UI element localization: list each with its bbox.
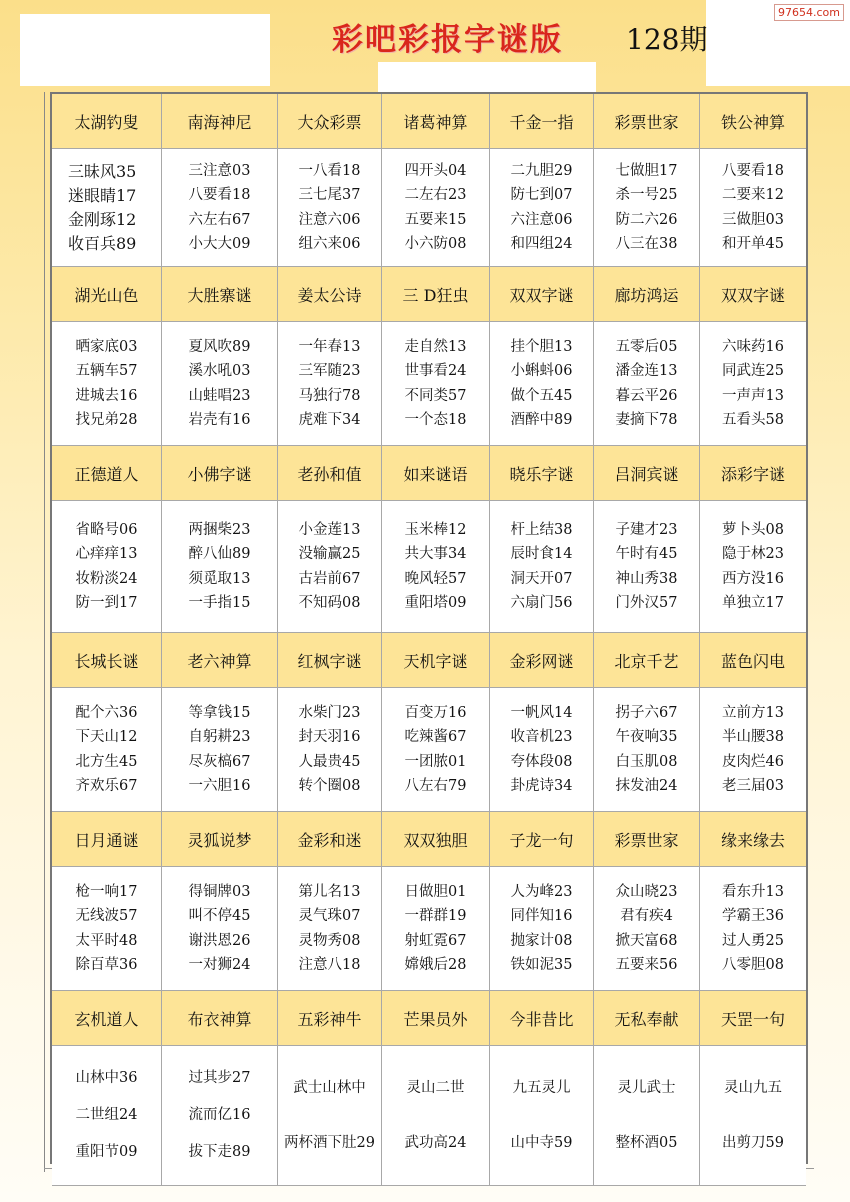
column-header: 双双独胆 [382, 812, 490, 867]
riddle-line: 子建才23 [615, 521, 678, 538]
riddle-line: 灵物秀08 [298, 932, 361, 949]
riddle-cell [278, 688, 382, 812]
riddle-line: 山林中36 [75, 1070, 138, 1087]
riddle-line: 二要来12 [722, 187, 784, 203]
riddle-line: 七做胆17 [615, 162, 678, 179]
riddle-table [50, 92, 808, 1164]
header-row [52, 446, 806, 501]
column-header: 三 D狂虫 [382, 267, 490, 322]
riddle-line: 人最贵45 [298, 753, 361, 770]
riddle-line: 灵儿武士 [617, 1079, 676, 1096]
column-header: 诸葛神算 [382, 94, 490, 149]
riddle-cell [490, 867, 594, 991]
column-header: 今非昔比 [490, 991, 594, 1046]
riddle-line: 小大大09 [188, 236, 251, 252]
riddle-line: 射虹霓67 [404, 932, 467, 949]
column-header: 如来谜语 [382, 446, 490, 501]
riddle-line: 百变万16 [404, 704, 467, 721]
riddle-cell [52, 867, 162, 991]
riddle-cell [490, 688, 594, 812]
riddle-line: 防一到17 [75, 595, 138, 611]
riddle-line: 同伴知16 [510, 908, 573, 924]
blank-area-middle [378, 62, 596, 92]
column-header: 日月通谜 [52, 812, 162, 867]
riddle-line: 西方没16 [722, 570, 784, 587]
riddle-line: 做个五45 [510, 387, 573, 404]
riddle-cell [490, 322, 594, 446]
riddle-cell [490, 1046, 594, 1186]
riddle-line: 一个态18 [404, 412, 467, 428]
riddle-line: 防二六26 [615, 211, 678, 228]
riddle-line: 立前方13 [722, 704, 784, 721]
riddle-line: 看东升13 [722, 883, 784, 900]
riddle-line: 二九胆29 [510, 162, 573, 179]
column-header: 天罡一句 [700, 991, 806, 1046]
riddle-line: 潘金连13 [615, 363, 678, 379]
riddle-line: 虎难下34 [298, 412, 361, 428]
riddle-line: 抛家计08 [510, 932, 573, 949]
column-header: 老六神算 [162, 633, 278, 688]
riddle-line: 六左右67 [188, 211, 251, 228]
riddle-line: 学霸王36 [722, 908, 784, 924]
header-row [52, 812, 806, 867]
riddle-line: 三昧风35 [68, 161, 137, 181]
column-header: 金彩和迷 [278, 812, 382, 867]
page-border-left [44, 92, 45, 1172]
riddle-line: 进城去16 [75, 387, 138, 404]
column-header: 长城长谜 [52, 633, 162, 688]
riddle-line: 注意六06 [298, 211, 361, 228]
column-header: 玄机道人 [52, 991, 162, 1046]
column-header: 无私奉献 [594, 991, 700, 1046]
riddle-cell [278, 322, 382, 446]
riddle-line: 和开单45 [722, 236, 784, 252]
column-header: 五彩神牛 [278, 991, 382, 1046]
riddle-cell [382, 1046, 490, 1186]
riddle-cell [278, 867, 382, 991]
riddle-line: 单独立17 [722, 595, 784, 611]
column-header: 添彩字谜 [700, 446, 806, 501]
riddle-line: 夸体段08 [510, 753, 573, 770]
riddle-line: 三注意03 [188, 162, 251, 179]
riddle-line: 八三在38 [615, 236, 678, 252]
riddle-cell [278, 149, 382, 267]
riddle-line: 三做胆03 [722, 211, 784, 228]
riddle-cell [594, 867, 700, 991]
riddle-line: 六味药16 [722, 338, 784, 355]
riddle-line: 世事看24 [404, 363, 467, 379]
riddle-line: 岩壳有16 [188, 412, 251, 428]
riddle-line: 挂个胆13 [510, 338, 573, 355]
riddle-line: 五看头58 [722, 412, 784, 428]
header-row [52, 991, 806, 1046]
riddle-line: 一帆风14 [510, 704, 573, 721]
riddle-line: 溪水吼03 [188, 363, 251, 379]
riddle-line: 九五灵儿 [512, 1079, 571, 1096]
column-header: 大胜寨谜 [162, 267, 278, 322]
column-header: 大众彩票 [278, 94, 382, 149]
column-header: 天机字谜 [382, 633, 490, 688]
riddle-line: 妆粉淡24 [75, 570, 138, 587]
column-header: 彩票世家 [594, 812, 700, 867]
column-header: 姜太公诗 [278, 267, 382, 322]
riddle-line: 三军随23 [298, 363, 361, 379]
riddle-line: 北方生45 [75, 753, 138, 770]
riddle-cell [700, 688, 806, 812]
riddle-line: 注意八18 [298, 957, 361, 973]
riddle-line: 水柴门23 [298, 704, 361, 721]
riddle-cell [490, 501, 594, 633]
riddle-line: 山中寺59 [510, 1135, 573, 1151]
site-watermark: 97654.com [774, 4, 844, 21]
riddle-line: 灵山九五 [724, 1079, 782, 1096]
riddle-line: 铁如泥35 [510, 957, 573, 973]
riddle-line: 一六胆16 [188, 778, 251, 794]
riddle-line: 金刚琢12 [68, 209, 137, 229]
riddle-cell [382, 501, 490, 633]
riddle-line: 人为峰23 [510, 883, 573, 900]
blank-area-left [20, 14, 270, 86]
riddle-line: 枪一响17 [75, 883, 138, 900]
riddle-line: 等拿钱15 [188, 704, 251, 721]
riddle-line: 灵山二世 [406, 1079, 465, 1096]
riddle-line: 四开头04 [404, 162, 467, 179]
column-header: 芒果员外 [382, 991, 490, 1046]
riddle-line: 五辆车57 [75, 363, 138, 379]
riddle-cell [490, 149, 594, 267]
column-header: 正德道人 [52, 446, 162, 501]
riddle-line: 灵气珠07 [298, 908, 361, 924]
riddle-cell [278, 501, 382, 633]
riddle-cell [382, 867, 490, 991]
riddle-line: 辰时食14 [510, 546, 573, 562]
riddle-line: 下天山12 [75, 729, 138, 745]
riddle-cell [382, 688, 490, 812]
riddle-line: 萝卜头08 [722, 521, 784, 538]
riddle-line: 拔下走89 [188, 1144, 251, 1161]
riddle-line: 第儿名13 [298, 883, 361, 900]
riddle-cell [162, 322, 278, 446]
column-header: 红枫字谜 [278, 633, 382, 688]
riddle-line: 古岩前67 [298, 570, 361, 587]
riddle-line: 没输赢25 [298, 546, 361, 562]
riddle-cell [162, 867, 278, 991]
column-header: 子龙一句 [490, 812, 594, 867]
page-title: 彩吧彩报字谜版 [332, 22, 563, 58]
riddle-line: 五零后05 [615, 338, 678, 355]
riddle-line: 妻摘下78 [615, 412, 678, 428]
riddle-row [52, 322, 806, 446]
riddle-line: 重阳塔09 [404, 595, 467, 611]
riddle-line: 两杯酒下肚29 [284, 1135, 375, 1151]
riddle-line: 须觅取13 [188, 570, 251, 587]
riddle-line: 小金莲13 [298, 521, 361, 538]
column-header: 北京千艺 [594, 633, 700, 688]
riddle-cell [52, 501, 162, 633]
column-header: 南海神尼 [162, 94, 278, 149]
riddle-line: 众山晓23 [615, 883, 678, 900]
column-header: 小佛字谜 [162, 446, 278, 501]
riddle-line: 走自然13 [404, 338, 467, 355]
riddle-cell [594, 322, 700, 446]
riddle-line: 收音机23 [510, 729, 573, 745]
riddle-line: 两捆柴23 [188, 521, 251, 538]
riddle-line: 一年春13 [298, 338, 361, 355]
riddle-line: 暮云平26 [615, 387, 678, 404]
riddle-line: 玉米棒12 [404, 521, 467, 538]
column-header: 双双字谜 [700, 267, 806, 322]
riddle-line: 不同类57 [404, 387, 467, 404]
riddle-row [52, 1046, 806, 1186]
riddle-line: 嫦娥后28 [404, 957, 467, 973]
riddle-line: 共大事34 [404, 546, 467, 562]
riddle-line: 配个六36 [75, 704, 138, 721]
riddle-row [52, 501, 806, 633]
riddle-cell [382, 149, 490, 267]
riddle-line: 拐子六67 [615, 704, 678, 721]
riddle-cell [700, 867, 806, 991]
riddle-line: 迷眼睛17 [68, 185, 137, 205]
riddle-line: 组六来06 [298, 236, 361, 252]
riddle-line: 无线波57 [75, 908, 138, 924]
riddle-cell [52, 149, 162, 267]
riddle-line: 同武连25 [722, 363, 784, 379]
riddle-line: 掀天富68 [615, 932, 678, 949]
riddle-line: 不知码08 [298, 595, 361, 611]
riddle-cell [700, 149, 806, 267]
header-row [52, 633, 806, 688]
riddle-line: 五要来56 [615, 957, 678, 973]
riddle-line: 太平时48 [75, 932, 138, 949]
riddle-line: 流而亿16 [188, 1107, 251, 1124]
riddle-line: 尽灰槁67 [188, 753, 251, 770]
riddle-line: 一声声13 [722, 387, 784, 404]
riddle-line: 杆上结38 [510, 521, 573, 538]
riddle-cell [278, 1046, 382, 1186]
riddle-row [52, 867, 806, 991]
riddle-cell [700, 322, 806, 446]
riddle-line: 八左右79 [404, 778, 467, 794]
riddle-line: 日做胆01 [404, 883, 467, 900]
riddle-line: 找兄弟28 [75, 412, 138, 428]
riddle-line: 杀一号25 [615, 187, 678, 203]
riddle-line: 小六防08 [404, 236, 467, 252]
riddle-line: 五要来15 [404, 211, 467, 228]
riddle-line: 谢洪恩26 [188, 932, 251, 949]
riddle-line: 酒醉中89 [510, 412, 573, 428]
issue-number: 128期 [626, 23, 708, 56]
riddle-cell [700, 1046, 806, 1186]
riddle-line: 抹发油24 [615, 778, 678, 794]
column-header: 千金一指 [490, 94, 594, 149]
riddle-line: 醉八仙89 [188, 546, 251, 562]
riddle-line: 老三届03 [722, 778, 784, 794]
riddle-line: 出剪刀59 [722, 1135, 784, 1151]
riddle-cell [594, 149, 700, 267]
riddle-cell [162, 149, 278, 267]
column-header: 彩票世家 [594, 94, 700, 149]
riddle-line: 武功高24 [404, 1135, 467, 1151]
riddle-line: 晚风轻57 [404, 570, 467, 587]
column-header: 双双字谜 [490, 267, 594, 322]
riddle-row [52, 688, 806, 812]
riddle-line: 一八看18 [298, 162, 361, 179]
column-header: 老孙和值 [278, 446, 382, 501]
riddle-line: 一团脓01 [404, 753, 467, 770]
riddle-line: 三七尾37 [298, 187, 361, 203]
riddle-line: 六扇门56 [510, 595, 573, 611]
riddle-line: 武士山林中 [293, 1079, 366, 1096]
column-header: 太湖钓叟 [52, 94, 162, 149]
riddle-cell [162, 501, 278, 633]
riddle-line: 半山腰38 [722, 729, 784, 745]
riddle-line: 心痒痒13 [75, 546, 138, 562]
riddle-line: 白玉肌08 [615, 753, 678, 770]
riddle-cell [52, 688, 162, 812]
header-row [52, 267, 806, 322]
riddle-cell [162, 1046, 278, 1186]
riddle-cell [382, 322, 490, 446]
riddle-line: 八要看18 [188, 187, 251, 203]
riddle-line: 叫不停45 [188, 908, 251, 924]
riddle-line: 皮肉烂46 [722, 753, 784, 770]
riddle-line: 二左右23 [404, 187, 467, 203]
riddle-line: 八零胆08 [722, 957, 784, 973]
riddle-line: 门外汉57 [615, 595, 678, 611]
riddle-line: 封天羽16 [298, 729, 361, 745]
riddle-cell [594, 501, 700, 633]
riddle-line: 八要看18 [722, 162, 784, 179]
riddle-line: 二世组24 [75, 1107, 138, 1124]
column-header: 铁公神算 [700, 94, 806, 149]
riddle-line: 重阳节09 [75, 1144, 138, 1161]
riddle-line: 转个圈08 [298, 778, 361, 794]
column-header: 蓝色闪电 [700, 633, 806, 688]
riddle-line: 隐于林23 [722, 546, 784, 562]
riddle-line: 一群群19 [404, 908, 467, 924]
riddle-line: 过人勇25 [722, 932, 784, 949]
column-header: 灵狐说梦 [162, 812, 278, 867]
riddle-line: 收百兵89 [68, 233, 137, 253]
riddle-cell [52, 1046, 162, 1186]
riddle-line: 马独行78 [298, 387, 361, 404]
column-header: 廊坊鸿运 [594, 267, 700, 322]
column-header: 湖光山色 [52, 267, 162, 322]
column-header: 缘来缘去 [700, 812, 806, 867]
riddle-cell [700, 501, 806, 633]
riddle-line: 山蛙唱23 [188, 387, 251, 404]
riddle-line: 卦虎诗34 [510, 778, 573, 794]
riddle-line: 一对狮24 [188, 957, 251, 973]
riddle-line: 君有疾4 [620, 908, 673, 924]
column-header: 晓乐字谜 [490, 446, 594, 501]
column-header: 布衣神算 [162, 991, 278, 1046]
riddle-cell [594, 1046, 700, 1186]
riddle-line: 得铜牌03 [188, 883, 251, 900]
riddle-line: 小蝌蚪06 [510, 363, 573, 379]
column-header: 吕洞宾谜 [594, 446, 700, 501]
header-row [52, 94, 806, 149]
riddle-line: 午时有45 [615, 546, 678, 562]
riddle-line: 六注意06 [510, 211, 573, 228]
riddle-line: 过其步27 [188, 1070, 251, 1087]
riddle-line: 防七到07 [510, 187, 573, 203]
riddle-line: 一手指15 [188, 595, 251, 611]
riddle-cell [594, 688, 700, 812]
riddle-row [52, 149, 806, 267]
riddle-line: 午夜响35 [615, 729, 678, 745]
column-header: 金彩网谜 [490, 633, 594, 688]
riddle-line: 和四组24 [510, 236, 573, 252]
riddle-line: 晒家底03 [75, 338, 138, 355]
riddle-cell [162, 688, 278, 812]
riddle-line: 除百草36 [75, 957, 138, 973]
riddle-line: 夏风吹89 [188, 338, 251, 355]
riddle-line: 神山秀38 [615, 570, 678, 587]
riddle-line: 吃辣酱67 [404, 729, 467, 745]
riddle-cell [52, 322, 162, 446]
riddle-line: 洞天开07 [510, 570, 573, 587]
riddle-line: 齐欢乐67 [75, 778, 138, 794]
riddle-line: 整杯酒05 [615, 1135, 678, 1151]
riddle-line: 省略号06 [75, 521, 138, 538]
riddle-line: 自躬耕23 [188, 729, 251, 745]
